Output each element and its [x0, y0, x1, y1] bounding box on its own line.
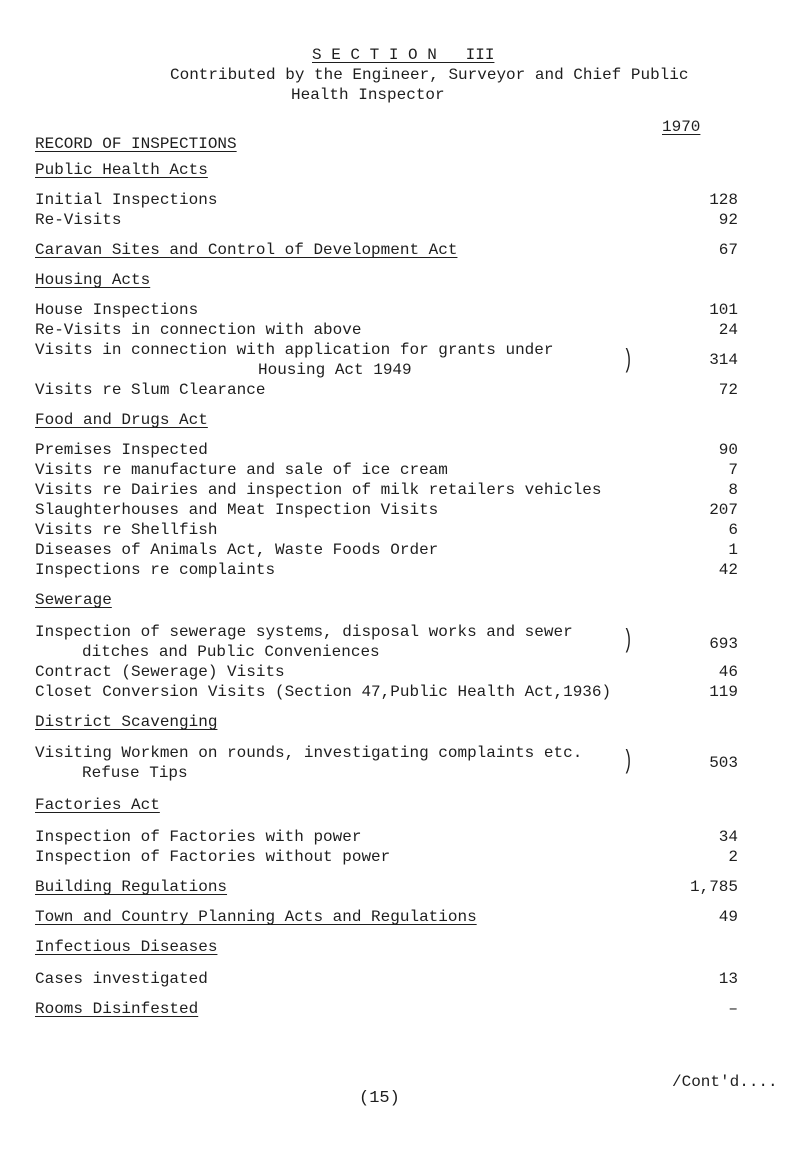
scavenging-line-1: Visiting Workmen on rounds, investigating complaints etc. — [35, 744, 583, 762]
factories-without-power-value: 2 — [728, 848, 738, 866]
factories-heading: Factories Act — [35, 796, 160, 814]
initial-inspections-value: 128 — [709, 191, 738, 209]
housing-heading: Housing Acts — [35, 271, 151, 289]
factories-with-power-label: Inspection of Factories with power — [35, 828, 362, 846]
grants-brace: ) — [623, 345, 633, 375]
food-row-value: 6 — [728, 521, 738, 539]
food-row-value: 42 — [718, 561, 738, 579]
scavenging-heading: District Scavenging — [35, 713, 218, 731]
revisits-label: Re-Visits — [35, 211, 122, 229]
rooms-disinfested-value: – — [728, 1000, 738, 1018]
closet-conversion-label: Closet Conversion Visits (Section 47,Public Health Act,1936) — [35, 683, 612, 701]
closet-conversion-value: 119 — [709, 683, 738, 701]
food-row-label: Inspections re complaints — [35, 561, 276, 579]
housing-revisits-value: 24 — [718, 321, 738, 339]
scavenging-line-2: Refuse Tips — [82, 764, 188, 782]
planning-label: Town and Country Planning Acts and Regulations — [35, 908, 477, 926]
infectious-heading: Infectious Diseases — [35, 938, 218, 956]
building-regulations-label: Building Regulations — [35, 878, 228, 896]
record-title: RECORD OF INSPECTIONS — [35, 135, 237, 153]
revisits-value: 92 — [718, 211, 738, 229]
slum-clearance-value: 72 — [718, 381, 738, 399]
public-health-heading: Public Health Acts — [35, 161, 208, 179]
caravan-label: Caravan Sites and Control of Development Act — [35, 241, 458, 259]
housing-revisits-label: Re-Visits in connection with above — [35, 321, 362, 339]
food-row-value: 7 — [728, 461, 738, 479]
food-drugs-heading: Food and Drugs Act — [35, 411, 208, 429]
scavenging-value: 503 — [709, 754, 738, 772]
slum-clearance-label: Visits re Slum Clearance — [35, 381, 266, 399]
food-row-label: Diseases of Animals Act, Waste Foods Order — [35, 541, 439, 559]
scavenging-brace: ) — [623, 746, 633, 776]
cases-investigated-label: Cases investigated — [35, 970, 208, 988]
year-header: 1970 — [662, 118, 701, 136]
cases-investigated-value: 13 — [718, 970, 738, 988]
contract-visits-value: 46 — [718, 663, 738, 681]
food-row-value: 1 — [728, 541, 738, 559]
food-row-label: Visits re manufacture and sale of ice cream — [35, 461, 448, 479]
sewerage-heading: Sewerage — [35, 591, 112, 609]
building-regulations-value: 1,785 — [689, 878, 738, 896]
initial-inspections-label: Initial Inspections — [35, 191, 218, 209]
grants-label-line-1: Visits in connection with application for grants under — [35, 341, 554, 359]
caravan-value: 67 — [718, 241, 738, 259]
contributed-line-1: Contributed by the Engineer, Surveyor and Chief Public — [170, 66, 689, 84]
sewerage-inspection-line-1: Inspection of sewerage systems, disposal works and sewer — [35, 623, 573, 641]
house-inspections-label: House Inspections — [35, 301, 199, 319]
grants-value: 314 — [709, 351, 738, 369]
planning-value: 49 — [718, 908, 738, 926]
continued-note: /Cont'd.... — [672, 1073, 778, 1091]
factories-without-power-label: Inspection of Factories without power — [35, 848, 391, 866]
sewerage-inspection-line-2: ditches and Public Conveniences — [82, 643, 380, 661]
food-row-label: Slaughterhouses and Meat Inspection Visits — [35, 501, 439, 519]
sewerage-inspection-value: 693 — [709, 635, 738, 653]
food-row-label: Visits re Shellfish — [35, 521, 218, 539]
section-title: S E C T I O N III — [312, 46, 495, 64]
food-row-label: Premises Inspected — [35, 441, 208, 459]
grants-label-line-2: Housing Act 1949 — [258, 361, 412, 379]
contract-visits-label: Contract (Sewerage) Visits — [35, 663, 285, 681]
factories-with-power-value: 34 — [718, 828, 738, 846]
house-inspections-value: 101 — [709, 301, 738, 319]
food-row-value: 90 — [718, 441, 738, 459]
food-row-label: Visits re Dairies and inspection of milk retailers vehicles — [35, 481, 602, 499]
page-number: (15) — [359, 1089, 400, 1108]
food-row-value: 207 — [709, 501, 738, 519]
rooms-disinfested-label: Rooms Disinfested — [35, 1000, 199, 1018]
food-row-value: 8 — [728, 481, 738, 499]
contributed-line-2: Health Inspector — [291, 86, 445, 104]
sewerage-brace: ) — [623, 625, 633, 655]
